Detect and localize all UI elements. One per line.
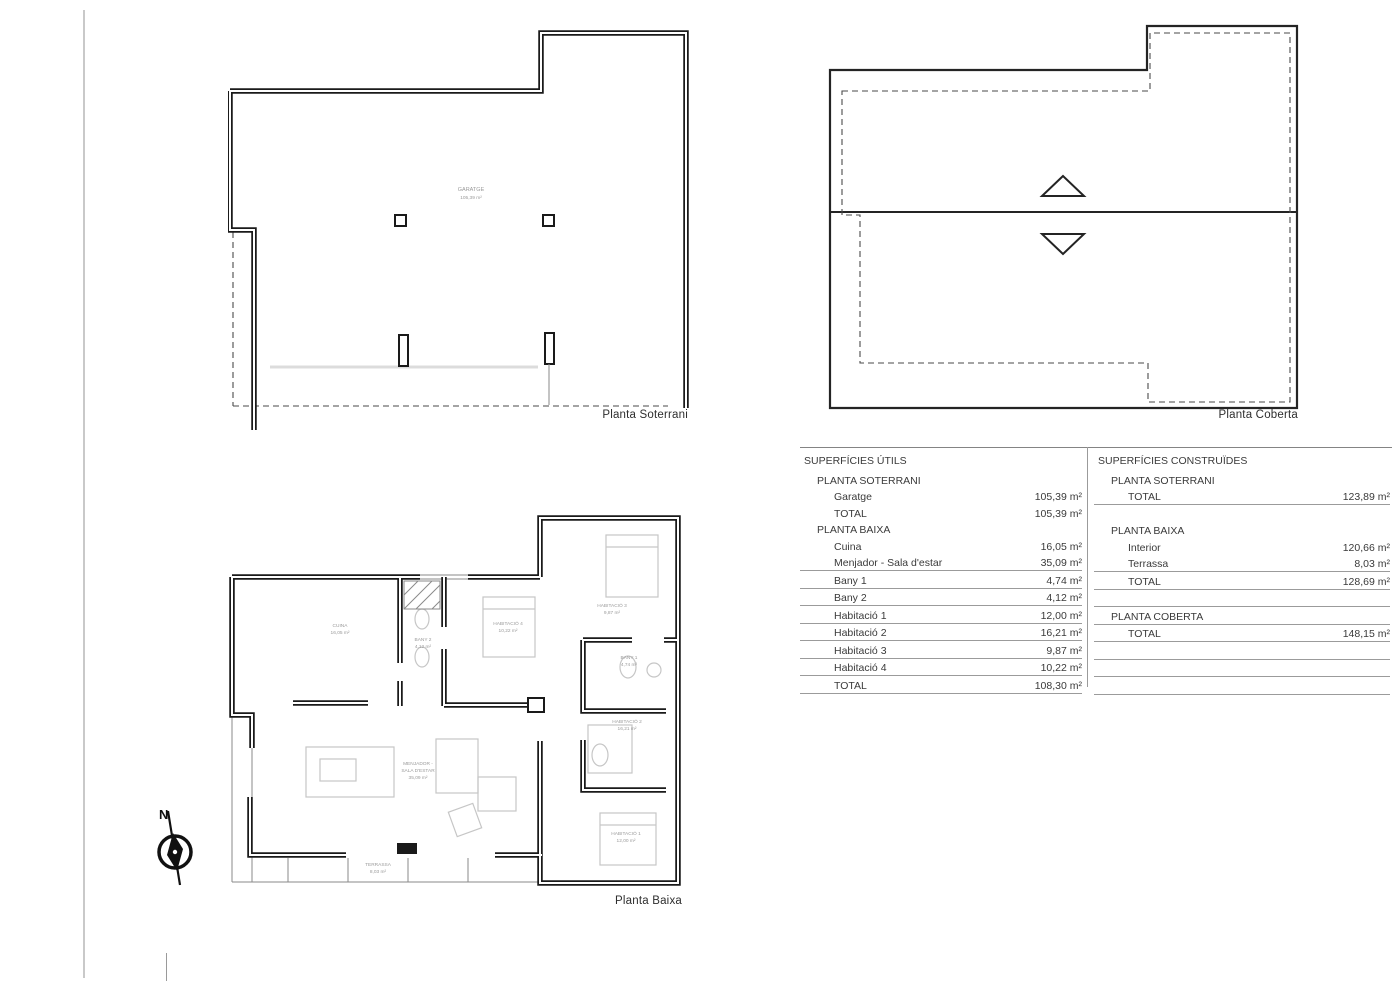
table-row xyxy=(800,471,1082,488)
row-label: Habitació 4 xyxy=(834,662,887,674)
row-label: Garatge xyxy=(834,491,872,503)
room-area-cuina: 16,05 m² xyxy=(330,631,350,636)
pillar xyxy=(399,335,408,366)
row-label: PLANTA SOTERRANI xyxy=(1111,474,1215,487)
row-label: Habitació 3 xyxy=(834,644,887,657)
table-superficies-construides xyxy=(1094,449,1390,695)
row-label: Menjador - Sala d'estar xyxy=(834,557,943,569)
table-superficies-utils xyxy=(800,449,1082,694)
table-row xyxy=(1094,607,1390,625)
row-value: 12,00 m² xyxy=(1040,609,1082,622)
room-label-cuina: CUINA xyxy=(332,624,348,629)
row-value: 105,39 m² xyxy=(1034,507,1082,520)
row-value: 123,89 m² xyxy=(1342,491,1390,503)
compass-hub xyxy=(173,850,177,854)
room-label-garatge: GARATGE xyxy=(457,187,485,193)
roof-outline xyxy=(830,26,1297,408)
wall-notch xyxy=(528,698,544,712)
row-label: TOTAL xyxy=(834,507,867,520)
table-row xyxy=(800,521,1082,538)
table-title: SUPERFÍCIES ÚTILS xyxy=(804,455,907,467)
table-row xyxy=(800,571,1082,589)
row-value: 16,05 m² xyxy=(1040,540,1082,553)
row-value: 10,22 m² xyxy=(1040,662,1082,674)
roof-eave-dashed xyxy=(842,33,1290,402)
caption-planta-coberta: Planta Coberta xyxy=(1218,409,1298,421)
row-value: 148,15 m² xyxy=(1342,628,1390,640)
row-label: PLANTA COBERTA xyxy=(1111,610,1204,623)
row-value: 128,69 m² xyxy=(1342,575,1390,588)
table-top-border xyxy=(800,447,1392,448)
row-label: Habitació 2 xyxy=(834,627,887,639)
table-row xyxy=(1094,660,1390,678)
table-column-divider xyxy=(1087,447,1088,687)
row-value: 4,74 m² xyxy=(1046,574,1082,587)
sheet-margin-tick xyxy=(166,953,167,981)
north-compass xyxy=(145,795,205,890)
table-row xyxy=(800,676,1082,694)
table-row xyxy=(800,641,1082,659)
row-value: 108,30 m² xyxy=(1034,679,1082,692)
row-label: Cuina xyxy=(834,540,862,553)
shower-hatch xyxy=(404,581,440,609)
planta-soterrani-drawing xyxy=(228,30,690,430)
room-area-hab2: 16,21 m² xyxy=(617,727,637,732)
slope-arrow-down xyxy=(1042,234,1084,254)
furniture xyxy=(306,535,661,865)
room-label-menjador-2: SALA D'ESTAR xyxy=(401,769,435,774)
table-row xyxy=(800,589,1082,607)
row-value: 35,09 m² xyxy=(1040,557,1082,569)
table-row xyxy=(1094,642,1390,660)
planta-coberta-drawing xyxy=(828,24,1300,416)
table-row xyxy=(1094,572,1390,590)
row-value: 16,21 m² xyxy=(1040,627,1082,639)
row-label: Terrassa xyxy=(1128,558,1169,570)
room-area-hab1: 12,00 m² xyxy=(616,839,636,844)
row-label: PLANTA BAIXA xyxy=(1111,525,1185,537)
table-row xyxy=(1094,625,1390,643)
room-label-terrassa: TERRASSA xyxy=(365,863,391,868)
room-label-hab2: HABITACIÓ 2 xyxy=(612,720,642,725)
row-label: Habitació 1 xyxy=(834,609,887,622)
table-row xyxy=(1094,505,1390,522)
table-row xyxy=(1094,471,1390,488)
room-label-hab4: HABITACIÓ 4 xyxy=(493,622,523,627)
room-area-hab4: 10,22 m² xyxy=(498,629,518,634)
room-area-bany2: 4,12 m² xyxy=(414,645,432,650)
row-label: TOTAL xyxy=(1128,491,1161,503)
table-row xyxy=(1094,488,1390,506)
room-area-bany1: 4,74 m² xyxy=(620,663,638,668)
row-label: TOTAL xyxy=(1128,575,1161,588)
sheet-margin-line xyxy=(83,10,85,978)
row-label: PLANTA BAIXA xyxy=(817,524,891,536)
room-area-menjador: 35,09 m² xyxy=(408,776,428,781)
walls xyxy=(232,518,678,883)
slope-arrow-up xyxy=(1042,176,1084,196)
row-label: TOTAL xyxy=(834,679,867,692)
table-row xyxy=(1094,555,1390,573)
pillar xyxy=(545,333,554,364)
table-row xyxy=(1094,538,1390,555)
row-value: 120,66 m² xyxy=(1342,541,1390,554)
row-value: 9,87 m² xyxy=(1046,644,1082,657)
table-row xyxy=(1094,590,1390,608)
planta-baixa-drawing xyxy=(228,515,712,900)
table-row xyxy=(800,624,1082,642)
row-value: 105,39 m² xyxy=(1034,491,1082,503)
table-row xyxy=(800,606,1082,624)
row-label: TOTAL xyxy=(1128,628,1161,640)
column xyxy=(543,215,554,226)
row-label: Bany 1 xyxy=(834,574,867,587)
table-title: SUPERFÍCIES CONSTRUÏDES xyxy=(1098,455,1248,467)
room-label-hab1: HABITACIÓ 1 xyxy=(611,832,641,837)
pillar xyxy=(397,843,417,854)
table-row xyxy=(800,659,1082,677)
north-label: N xyxy=(159,807,169,822)
row-label: PLANTA SOTERRANI xyxy=(817,474,921,487)
room-area-hab3: 9,87 m² xyxy=(603,611,621,616)
walls xyxy=(230,33,686,430)
table-row xyxy=(800,488,1082,505)
column xyxy=(395,215,406,226)
room-area-terrassa: 8,03 m² xyxy=(369,870,387,875)
row-value: 8,03 m² xyxy=(1354,558,1390,570)
room-area-garatge: 105,39 m² xyxy=(460,196,482,201)
table-row xyxy=(1094,522,1390,539)
table-title-row xyxy=(800,449,1082,471)
caption-planta-baixa: Planta Baixa xyxy=(615,895,682,907)
table-row xyxy=(800,537,1082,554)
room-label-menjador-1: MENJADOR - xyxy=(403,762,433,767)
room-labels xyxy=(331,602,643,875)
row-label: Bany 2 xyxy=(834,592,867,604)
room-label-bany2: BANY 2 xyxy=(414,638,432,643)
table-row xyxy=(800,504,1082,521)
room-label-bany1: BANY 1 xyxy=(620,656,638,661)
table-title-row xyxy=(1094,449,1390,471)
row-value: 4,12 m² xyxy=(1046,592,1082,604)
table-row xyxy=(1094,677,1390,695)
table-row xyxy=(800,554,1082,572)
room-label-hab3: HABITACIÓ 3 xyxy=(597,604,627,609)
row-label: Interior xyxy=(1128,541,1161,554)
caption-planta-soterrani: Planta Soterrani xyxy=(602,409,688,421)
